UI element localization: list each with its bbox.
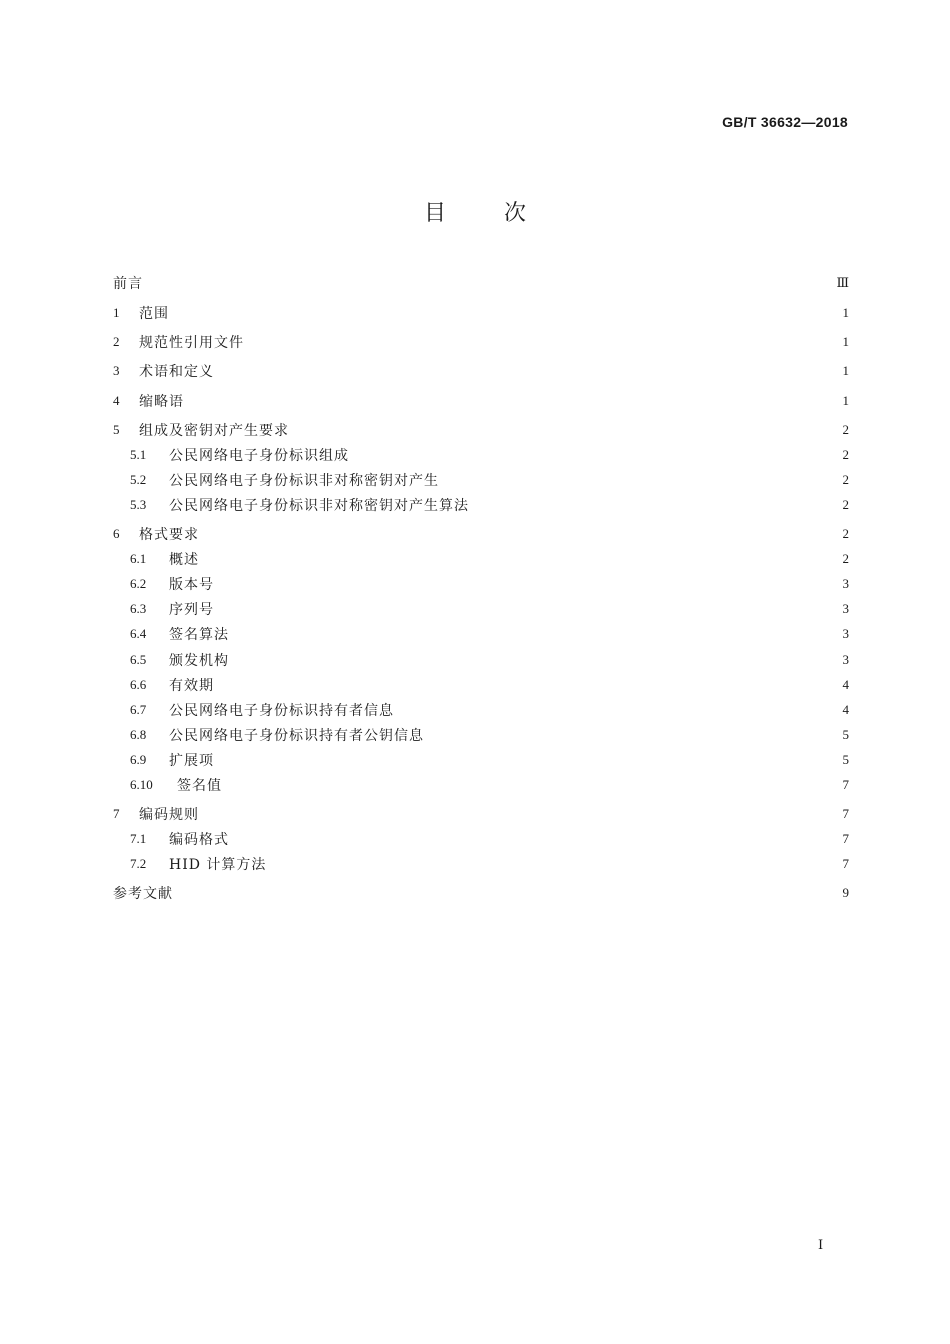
toc-entry-number: 6.10 bbox=[130, 777, 153, 792]
toc-entry-page: 5 bbox=[842, 752, 849, 767]
toc-entry-label: 版本号 bbox=[169, 577, 214, 593]
dot-leader bbox=[402, 700, 835, 720]
toc-entry-7-2[interactable] bbox=[113, 854, 849, 874]
toc-entry-label: 签名值 bbox=[177, 778, 222, 794]
dot-leader bbox=[447, 470, 835, 490]
toc-entry-page: 1 bbox=[842, 334, 849, 349]
toc-entry-label: 编码规则 bbox=[139, 807, 199, 823]
toc-entry-number: 6.1 bbox=[130, 551, 147, 566]
toc-entry-7[interactable] bbox=[113, 804, 849, 824]
toc-entry-label: 规范性引用文件 bbox=[139, 335, 244, 351]
toc-entry-foreword[interactable] bbox=[113, 273, 849, 293]
toc-entry-7-1[interactable] bbox=[113, 829, 849, 849]
toc-entry-number: 5.2 bbox=[130, 472, 147, 487]
dot-leader bbox=[252, 332, 835, 352]
toc-entry-label: 公民网络电子身份标识非对称密钥对产生 bbox=[169, 473, 439, 489]
toc-entry-page: 7 bbox=[842, 777, 849, 792]
toc-entry-page: 2 bbox=[842, 551, 849, 566]
page-number: Ⅰ bbox=[818, 1237, 824, 1252]
toc-entry-label: 范围 bbox=[139, 306, 169, 322]
toc-entry-page: 3 bbox=[842, 601, 849, 616]
dot-leader bbox=[222, 750, 835, 770]
toc-entry-number: 6.2 bbox=[130, 576, 147, 591]
toc-entry-label: 概述 bbox=[169, 552, 199, 568]
toc-entry-6-9[interactable] bbox=[113, 750, 849, 770]
toc-entry-number: 5.1 bbox=[130, 447, 147, 462]
toc-entry-label: 术语和定义 bbox=[139, 364, 214, 380]
toc-entry-number: 1 bbox=[113, 305, 120, 320]
dot-leader bbox=[222, 675, 835, 695]
toc-entry-number: 6.6 bbox=[130, 677, 147, 692]
toc-entry-label: 格式要求 bbox=[139, 527, 199, 543]
dot-leader bbox=[207, 524, 835, 544]
toc-entry-number: 6.7 bbox=[130, 702, 147, 717]
dot-leader bbox=[207, 549, 835, 569]
toc-entry-number: 2 bbox=[113, 334, 120, 349]
toc-entry-page: 5 bbox=[842, 727, 849, 742]
toc-entry-6-5[interactable] bbox=[113, 650, 849, 670]
toc-entry-2[interactable] bbox=[113, 332, 849, 352]
toc-entry-label: 公民网络电子身份标识组成 bbox=[169, 448, 349, 464]
toc-entry-label: 签名算法 bbox=[169, 627, 229, 643]
toc-entry-6-4[interactable] bbox=[113, 624, 849, 644]
toc-entry-page: 3 bbox=[842, 626, 849, 641]
toc-entry-label: 前言 bbox=[113, 276, 143, 292]
toc-entry-5-1[interactable] bbox=[113, 445, 849, 465]
toc-entry-number: 5.3 bbox=[130, 497, 147, 512]
toc-entry-page: Ⅲ bbox=[836, 275, 849, 290]
toc-entry-label: 参考文献 bbox=[113, 886, 173, 902]
toc-entry-page: 4 bbox=[842, 702, 849, 717]
dot-leader bbox=[151, 273, 832, 293]
toc-entry-5-3[interactable] bbox=[113, 495, 849, 515]
toc-entry-3[interactable] bbox=[113, 361, 849, 381]
toc-entry-number: 6.5 bbox=[130, 652, 147, 667]
toc-entry-6-7[interactable] bbox=[113, 700, 849, 720]
toc-entry-references[interactable] bbox=[113, 883, 849, 903]
toc-entry-label: 编码格式 bbox=[169, 832, 229, 848]
toc-entry-6-3[interactable] bbox=[113, 599, 849, 619]
toc-entry-page: 2 bbox=[842, 526, 849, 541]
toc-entry-page: 7 bbox=[842, 831, 849, 846]
toc-entry-number: 7.2 bbox=[130, 856, 147, 871]
toc-entry-4[interactable] bbox=[113, 391, 849, 411]
toc-entry-number: 6.8 bbox=[130, 727, 147, 742]
dot-leader bbox=[432, 725, 835, 745]
toc-entry-page: 7 bbox=[842, 806, 849, 821]
toc-entry-page: 2 bbox=[842, 447, 849, 462]
toc-entry-number: 5 bbox=[113, 422, 120, 437]
dot-leader bbox=[192, 391, 835, 411]
toc-entry-label: 缩略语 bbox=[139, 394, 184, 410]
page-title: 目次 bbox=[423, 201, 584, 226]
toc-entry-number: 6.4 bbox=[130, 626, 147, 641]
toc-entry-5-2[interactable] bbox=[113, 470, 849, 490]
toc-entry-page: 2 bbox=[842, 497, 849, 512]
toc-entry-label: 组成及密钥对产生要求 bbox=[139, 423, 289, 439]
toc-entry-6[interactable] bbox=[113, 524, 849, 544]
toc-entry-label: 扩展项 bbox=[169, 753, 214, 769]
dot-leader bbox=[177, 303, 835, 323]
dot-leader bbox=[477, 495, 835, 515]
standard-code: GB/T 36632—2018 bbox=[722, 114, 848, 130]
toc-entry-number: 6.3 bbox=[130, 601, 147, 616]
toc-entry-label: 有效期 bbox=[169, 678, 214, 694]
toc-entry-number: 7.1 bbox=[130, 831, 147, 846]
dot-leader bbox=[222, 574, 835, 594]
toc-entry-page: 1 bbox=[842, 305, 849, 320]
dot-leader bbox=[237, 624, 835, 644]
dot-leader bbox=[207, 804, 835, 824]
toc-entry-page: 7 bbox=[842, 856, 849, 871]
toc-entry-number: 6.9 bbox=[130, 752, 147, 767]
toc-entry-6-8[interactable] bbox=[113, 725, 849, 745]
toc-entry-6-2[interactable] bbox=[113, 574, 849, 594]
toc-entry-label: 颁发机构 bbox=[169, 653, 229, 669]
dot-leader bbox=[297, 420, 835, 440]
toc-entry-number: 7 bbox=[113, 806, 120, 821]
dot-leader bbox=[237, 650, 835, 670]
toc-entry-page: 9 bbox=[842, 885, 849, 900]
toc-entry-number: 3 bbox=[113, 363, 120, 378]
dot-leader bbox=[175, 883, 835, 903]
toc-entry-label: 序列号 bbox=[169, 602, 214, 618]
toc-entry-page: 1 bbox=[842, 393, 849, 408]
dot-leader bbox=[274, 854, 835, 874]
toc-entry-label: 公民网络电子身份标识非对称密钥对产生算法 bbox=[169, 498, 469, 514]
dot-leader bbox=[357, 445, 835, 465]
dot-leader bbox=[222, 361, 835, 381]
toc-entry-label: 公民网络电子身份标识持有者公钥信息 bbox=[169, 728, 424, 744]
toc-entry-page: 3 bbox=[842, 652, 849, 667]
dot-leader bbox=[237, 829, 835, 849]
dot-leader bbox=[224, 775, 835, 795]
toc-entry-page: 1 bbox=[842, 363, 849, 378]
toc-entry-number: 6 bbox=[113, 526, 120, 541]
toc-entry-page: 4 bbox=[842, 677, 849, 692]
toc-entry-label: HID 计算方法 bbox=[169, 857, 267, 873]
toc-entry-page: 2 bbox=[842, 472, 849, 487]
toc-entry-page: 3 bbox=[842, 576, 849, 591]
toc-entry-label: 公民网络电子身份标识持有者信息 bbox=[169, 703, 394, 719]
dot-leader bbox=[222, 599, 835, 619]
toc-entry-page: 2 bbox=[842, 422, 849, 437]
toc-entry-6-1[interactable] bbox=[113, 549, 849, 569]
toc-entry-number: 4 bbox=[113, 393, 120, 408]
toc-entry-1[interactable] bbox=[113, 303, 849, 323]
toc-entry-5[interactable] bbox=[113, 420, 849, 440]
toc-entry-6-10[interactable] bbox=[113, 775, 849, 795]
toc-entry-6-6[interactable] bbox=[113, 675, 849, 695]
